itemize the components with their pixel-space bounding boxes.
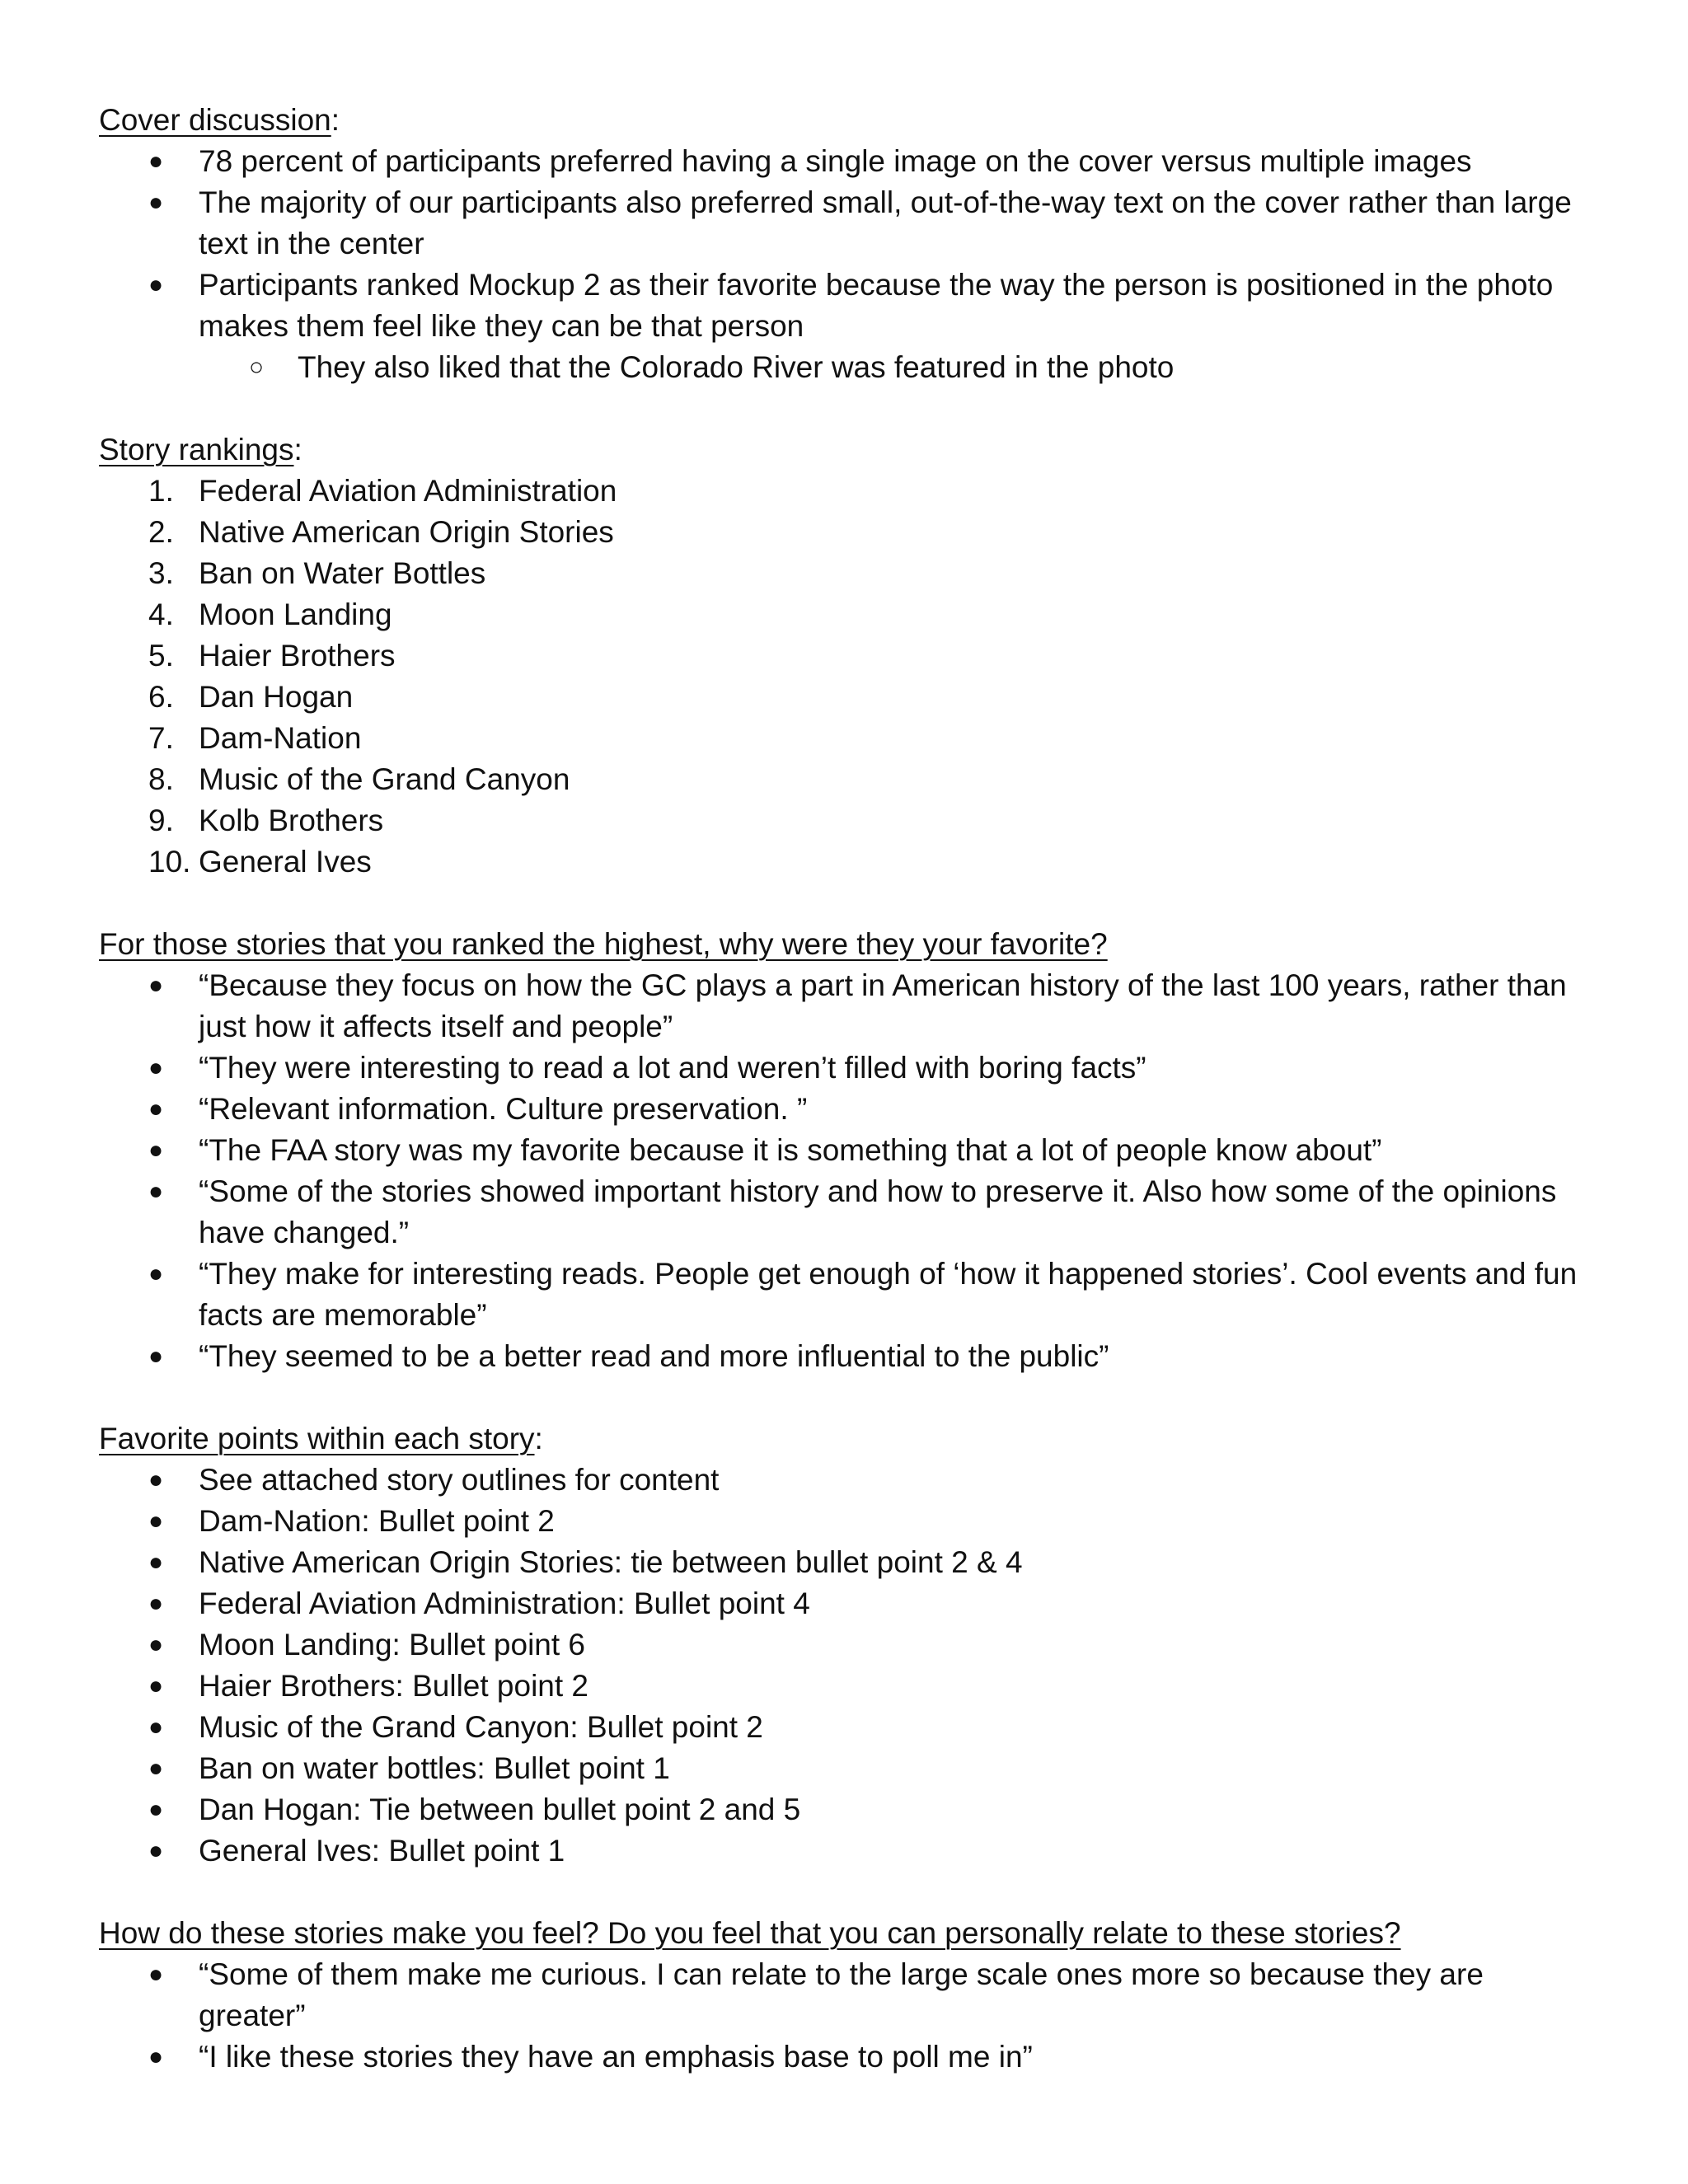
list-item — [99, 1501, 1582, 1542]
section-favorite-points — [99, 1418, 1582, 1872]
section-story-rankings — [99, 429, 1582, 883]
list-item-text: Moon Landing: Bullet point 6 — [199, 1628, 586, 1661]
list-item-text: “Relevant information. Culture preservation. ” — [199, 1092, 808, 1126]
heading-text: Story rankings — [99, 433, 294, 466]
list-item-text: Music of the Grand Canyon: Bullet point 2 — [199, 1710, 763, 1744]
bullet-list — [99, 1954, 1582, 2078]
list-item — [99, 1047, 1582, 1089]
list-item — [99, 1583, 1582, 1624]
list-item — [99, 471, 1582, 512]
list-item-text: “The FAA story was my favorite because it is something that a lot of people know about” — [199, 1133, 1382, 1167]
list-item-text: 78 percent of participants preferred having a single image on the cover versus multiple images — [199, 144, 1472, 178]
list-item-text: General Ives — [199, 845, 372, 879]
list-item-text: “They were interesting to read a lot and weren’t filled with boring facts” — [199, 1051, 1146, 1085]
bullet-marker: ● — [148, 1137, 164, 1164]
list-item-text: Music of the Grand Canyon — [199, 762, 570, 796]
list-item — [99, 759, 1582, 800]
list-item-text: Ban on Water Bottles — [199, 556, 486, 590]
list-item — [99, 1460, 1582, 1501]
number-marker: 8. — [148, 762, 174, 796]
bullet-marker: ● — [148, 1507, 164, 1535]
bullet-marker: ● — [148, 1590, 164, 1617]
heading-text: How do these stories make you feel? Do you feel that you can personally relate to these stories? — [99, 1916, 1401, 1950]
list-item-text: Dan Hogan: Tie between bullet point 2 and 5 — [199, 1793, 801, 1826]
list-item-text: Haier Brothers — [199, 639, 396, 673]
bullet-marker: ● — [148, 1343, 164, 1370]
number-marker: 2. — [148, 515, 174, 549]
bullet-list — [99, 965, 1582, 1377]
bullet-marker: ● — [148, 1260, 164, 1287]
bullet-marker: ● — [148, 1178, 164, 1205]
list-item-text: See attached story outlines for content — [199, 1463, 720, 1497]
number-marker: 5. — [148, 639, 174, 673]
list-item — [99, 1789, 1582, 1830]
bullet-marker: ● — [148, 1755, 164, 1782]
heading-colon: : — [331, 103, 340, 137]
list-item — [99, 841, 1582, 883]
list-item — [99, 594, 1582, 635]
list-item — [99, 141, 1582, 182]
section-heading — [99, 1913, 1582, 1954]
list-item-text: Moon Landing — [199, 598, 392, 631]
number-marker: 6. — [148, 680, 174, 714]
list-item — [99, 512, 1582, 553]
list-item — [99, 1542, 1582, 1583]
heading-text: Cover discussion — [99, 103, 331, 137]
bullet-marker: ● — [148, 189, 164, 216]
list-item — [99, 718, 1582, 759]
list-item — [99, 677, 1582, 718]
list-item-text: Native American Origin Stories: tie between bullet point 2 & 4 — [199, 1545, 1023, 1579]
list-item-text: Participants ranked Mockup 2 as their favorite because the way the person is positioned in the photo makes them feel like they can be that person — [199, 268, 1554, 343]
list-item-text: “I like these stories they have an emphasis base to poll me in” — [199, 2040, 1033, 2074]
list-item-text: Dan Hogan — [199, 680, 354, 714]
list-item — [99, 1707, 1582, 1748]
list-item-text: “They seemed to be a better read and more influential to the public” — [199, 1339, 1109, 1373]
number-marker: 3. — [148, 556, 174, 590]
list-item — [99, 1748, 1582, 1789]
list-item — [99, 182, 1582, 265]
list-item — [99, 1089, 1582, 1130]
section-heading — [99, 1418, 1582, 1460]
bullet-marker: ● — [148, 1549, 164, 1576]
section-heading — [99, 100, 1582, 141]
list-item-text: Native American Origin Stories — [199, 515, 614, 549]
list-item-text: General Ives: Bullet point 1 — [199, 1834, 565, 1868]
list-item — [99, 1254, 1582, 1336]
list-item — [99, 1171, 1582, 1254]
bullet-marker: ● — [148, 148, 164, 175]
bullet-list — [99, 1460, 1582, 1872]
bullet-marker: ● — [148, 1713, 164, 1741]
bullet-marker: ● — [148, 1095, 164, 1122]
bullet-marker: ● — [148, 1054, 164, 1081]
list-item-text: Dam-Nation — [199, 721, 362, 755]
heading-colon: : — [293, 433, 302, 466]
list-item-text: They also liked that the Colorado River was featured in the photo — [298, 350, 1175, 384]
section-cover-discussion — [99, 100, 1582, 388]
document-body — [99, 100, 1582, 2078]
hollow-bullet-marker: ○ — [249, 354, 265, 381]
number-marker: 1. — [148, 474, 174, 508]
bullet-marker: ● — [148, 1961, 164, 1988]
list-item-text: “Some of them make me curious. I can relate to the large scale ones more so because they are greater” — [199, 1957, 1484, 2032]
list-item — [99, 1830, 1582, 1872]
bullet-marker: ● — [148, 1631, 164, 1658]
sub-list-item — [99, 347, 1582, 388]
section-favorite-stories — [99, 924, 1582, 1377]
list-item-text: Federal Aviation Administration — [199, 474, 617, 508]
list-item-text: “Because they focus on how the GC plays a part in American history of the last 100 years, rather than just how it affects itself and people” — [199, 968, 1567, 1043]
section-heading — [99, 429, 1582, 471]
numbered-list — [99, 471, 1582, 883]
list-item-text: Ban on water bottles: Bullet point 1 — [199, 1751, 670, 1785]
bullet-list — [99, 141, 1582, 388]
bullet-marker: ● — [148, 1672, 164, 1699]
list-item — [99, 265, 1582, 347]
bullet-marker: ● — [148, 1466, 164, 1493]
list-item — [99, 1336, 1582, 1377]
list-item — [99, 635, 1582, 677]
heading-colon: : — [534, 1422, 543, 1455]
list-item — [99, 1624, 1582, 1666]
list-item-text: Haier Brothers: Bullet point 2 — [199, 1669, 589, 1703]
number-marker: 9. — [148, 804, 174, 837]
list-item — [99, 2036, 1582, 2078]
list-item-text: The majority of our participants also preferred small, out-of-the-way text on the cover rather than large text in the center — [199, 185, 1572, 260]
bullet-marker: ● — [148, 271, 164, 298]
list-item-text: Federal Aviation Administration: Bullet point 4 — [199, 1586, 810, 1620]
section-heading — [99, 924, 1582, 965]
list-item-text: Dam-Nation: Bullet point 2 — [199, 1504, 555, 1538]
heading-text: For those stories that you ranked the highest, why were they your favorite? — [99, 927, 1108, 961]
list-item-text: Kolb Brothers — [199, 804, 384, 837]
list-item-text: “They make for interesting reads. People get enough of ‘how it happened stories’. Cool events and fun facts are memorable” — [199, 1257, 1578, 1332]
list-item — [99, 965, 1582, 1047]
list-item — [99, 1130, 1582, 1171]
bullet-marker: ● — [148, 972, 164, 999]
list-item — [99, 800, 1582, 841]
list-item — [99, 553, 1582, 594]
number-marker: 4. — [148, 598, 174, 631]
number-marker: 10. — [148, 845, 191, 879]
bullet-marker: ● — [148, 1796, 164, 1823]
number-marker: 7. — [148, 721, 174, 755]
list-item — [99, 1666, 1582, 1707]
bullet-marker: ● — [148, 2043, 164, 2070]
list-item — [99, 1954, 1582, 2036]
bullet-marker: ● — [148, 1837, 164, 1864]
heading-text: Favorite points within each story — [99, 1422, 535, 1455]
section-feelings — [99, 1913, 1582, 2078]
list-item-text: “Some of the stories showed important history and how to preserve it. Also how some of the opinions have changed.” — [199, 1174, 1557, 1249]
